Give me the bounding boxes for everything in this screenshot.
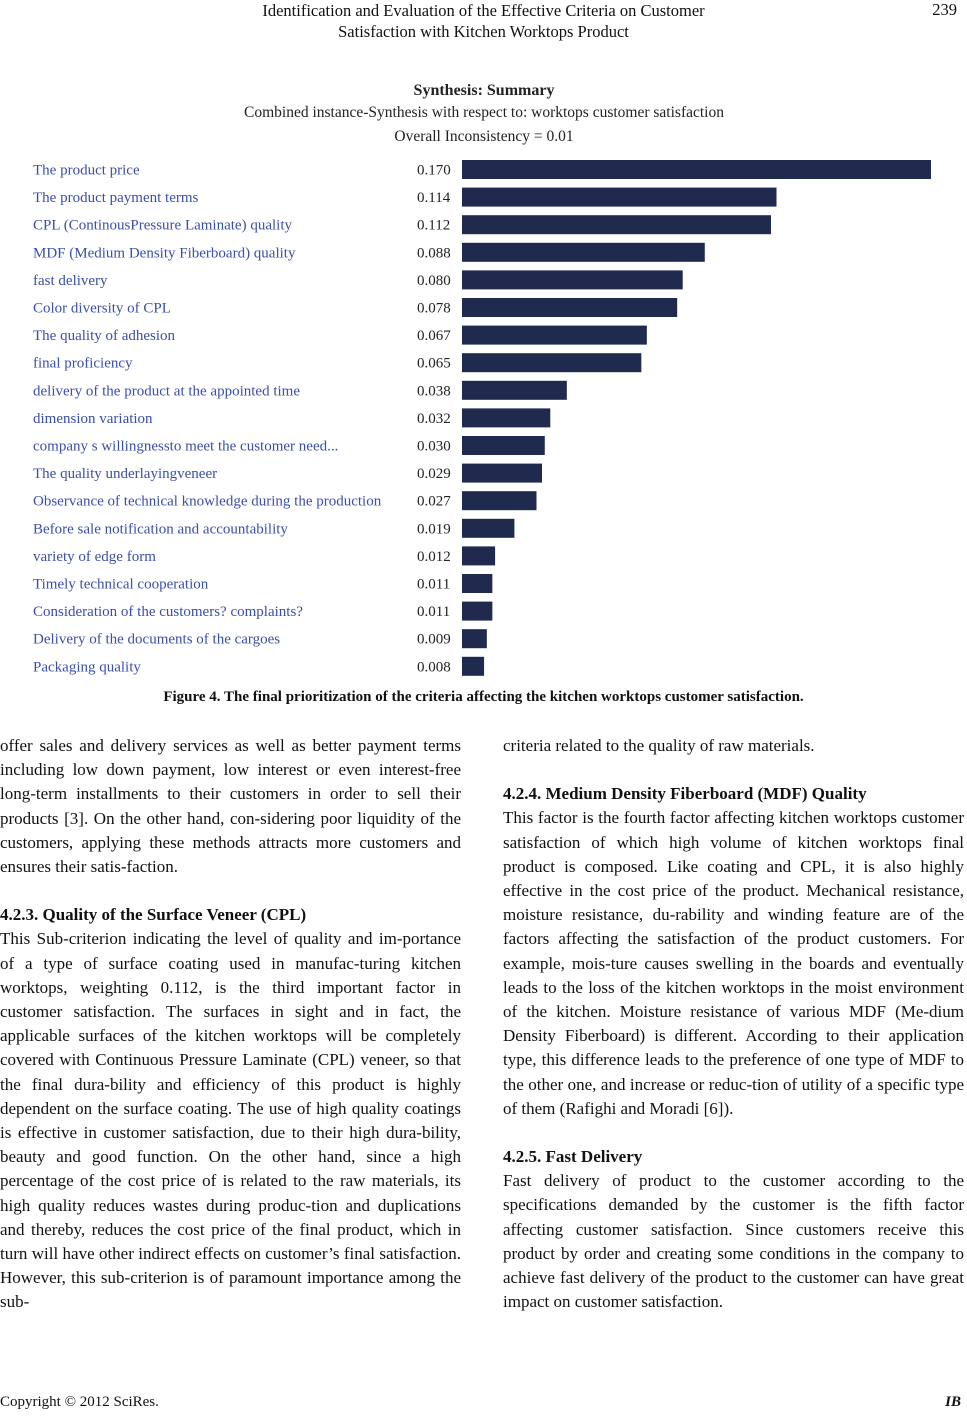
- category-label: The quality underlayingveneer: [33, 466, 218, 483]
- value-label: 0.067: [417, 328, 451, 345]
- bar: [462, 381, 567, 400]
- category-label: CPL (ContinousPressure Laminate) quality: [33, 217, 292, 234]
- category-label: The product price: [33, 162, 140, 179]
- paragraph: offer sales and delivery services as well as better payment terms including low down payment, low interest or even interest-free long-term installments to their customers in order to sell their products [3]. On the other hand, con-sidering poor liquidity of the customers, applying these methods attracts more customers and ensures their satis-faction.: [0, 736, 461, 877]
- section-heading-4-2-3: 4.2.3. Quality of the Surface Veneer (CPL): [0, 905, 307, 925]
- value-label: 0.114: [417, 190, 451, 207]
- bar: [462, 436, 545, 455]
- category-label: company s willingnessto meet the customer need...: [33, 438, 339, 455]
- running-title-line1: Identification and Evaluation of the Effective Criteria on Customer: [262, 1, 705, 20]
- category-label: Consideration of the customers? complaints?: [33, 604, 303, 621]
- figure-4: [28, 80, 940, 680]
- bar: [462, 408, 550, 427]
- bar: [462, 657, 484, 676]
- value-label: 0.170: [417, 162, 451, 179]
- running-title-line2: Satisfaction with Kitchen Worktops Product: [338, 22, 629, 41]
- value-label: 0.029: [417, 466, 451, 483]
- category-label: Timely technical cooperation: [33, 576, 209, 593]
- bar: [462, 215, 771, 234]
- copyright: Copyright © 2012 SciRes.: [0, 1394, 159, 1410]
- journal-abbrev: IB: [945, 1394, 961, 1410]
- value-label: 0.038: [417, 383, 451, 400]
- section-heading-4-2-5: 4.2.5. Fast Delivery: [503, 1147, 643, 1167]
- value-label: 0.112: [417, 217, 451, 234]
- value-label: 0.012: [417, 548, 451, 565]
- category-label: Packaging quality: [33, 659, 141, 676]
- left-column: [0, 734, 461, 1315]
- category-label: Color diversity of CPL: [33, 300, 171, 317]
- value-label: 0.009: [417, 631, 451, 648]
- running-title: [200, 0, 767, 42]
- bar: [462, 464, 542, 483]
- category-label: Observance of technical knowledge during the production: [33, 493, 382, 510]
- bar: [462, 519, 514, 538]
- category-label: fast delivery: [33, 272, 108, 289]
- value-label: 0.027: [417, 493, 451, 510]
- category-label: Before sale notification and accountability: [33, 521, 288, 538]
- value-label: 0.032: [417, 410, 451, 427]
- category-label: delivery of the product at the appointed time: [33, 383, 300, 400]
- value-label: 0.080: [417, 272, 451, 289]
- value-label: 0.011: [417, 604, 451, 621]
- value-label: 0.019: [417, 521, 451, 538]
- right-column: [503, 734, 964, 1314]
- bar: [462, 188, 777, 207]
- section-heading-4-2-4: 4.2.4. Medium Density Fiberboard (MDF) Quality: [503, 784, 867, 804]
- category-label: Delivery of the documents of the cargoes: [33, 631, 281, 648]
- value-label: 0.008: [417, 659, 451, 676]
- paragraph: This factor is the fourth factor affecting kitchen worktops customer satisfaction of which high volume of kitchen worktops final product is composed. Like coating and CPL, it is also highly effective in the cost price of the product. Mechanical resistance, moisture resistance, du-rability and winding feature are of the factors affecting the satisfaction of the product customers. For example, mois-ture causes swelling in the boards and eventually leads to the loss of the kitchen worktops in the moist environment of the kitchen. Moisture resistance of various MDF (Me-dium Density Fiberboard) is different. According to their application type, this difference leads to the preference of one type of MDF to the other one, and increase or reduc-tion of utility of a specific type of them (Rafighi and Moradi [6]).: [503, 808, 964, 1118]
- paragraph: This Sub-criterion indicating the level of quality and im-portance of a type of surface coating used in manufac-turing kitchen worktops, weighting 0.112, is the third important factor in customer satisfaction. The surfaces in sight and in fact, the applicable surfaces of the kitchen worktops will be completely covered with Continuous Pressure Laminate (CPL) veneer, so that the final dura-bility and efficiency of this product is highly dependent on the surface coating. The use of high quality coatings is effective in customer satisfaction, due to their high dura-bility, beauty and good function. On the other hand, since a high percentage of the cost price of is related to the raw materials, its high quality reduces wastes during produc-tion and duplications and thereby, reduces the cost price of the final product, which in turn will have other indirect effects on customer’s final satisfaction. However, this sub-criterion is of paramount importance among the sub-: [0, 929, 461, 1312]
- bar: [462, 602, 492, 621]
- bar: [462, 491, 536, 510]
- category-label: The product payment terms: [33, 190, 199, 207]
- category-label: The quality of adhesion: [33, 328, 176, 345]
- bar: [462, 353, 641, 372]
- bar-chart: [28, 158, 940, 678]
- page-footer: [0, 1394, 967, 1416]
- category-label: final proficiency: [33, 355, 133, 372]
- value-label: 0.078: [417, 300, 451, 317]
- chart-inconsistency: Overall Inconsistency = 0.01: [394, 128, 574, 145]
- paragraph: criteria related to the quality of raw materials.: [503, 736, 815, 755]
- bar: [462, 160, 931, 179]
- bar: [462, 326, 647, 345]
- value-label: 0.030: [417, 438, 451, 455]
- bar: [462, 270, 683, 289]
- bar: [462, 546, 495, 565]
- bar: [462, 574, 492, 593]
- paragraph: Fast delivery of product to the customer according to the specifications demanded by the customer is the fifth factor affecting customer satisfaction. Since customers receive this product by order and creating some conditions in the company to achieve fast delivery of the product to the customer can have great impact on customer satisfaction.: [503, 1171, 964, 1312]
- value-label: 0.065: [417, 355, 451, 372]
- value-label: 0.088: [417, 245, 451, 262]
- category-label: variety of edge form: [33, 548, 156, 565]
- bar: [462, 298, 677, 317]
- page-header: [0, 0, 967, 44]
- bar: [462, 629, 487, 648]
- chart-title: Synthesis: Summary: [413, 82, 555, 99]
- chart-subtitle: Combined instance-Synthesis with respect to: worktops customer satisfaction: [244, 104, 724, 121]
- bar: [462, 243, 705, 262]
- figure-caption: Figure 4. The final prioritization of the criteria affecting the kitchen worktops customer satisfaction.: [163, 689, 804, 705]
- page-number: 239: [932, 0, 957, 19]
- category-label: MDF (Medium Density Fiberboard) quality: [33, 245, 296, 262]
- value-label: 0.011: [417, 576, 451, 593]
- category-label: dimension variation: [33, 410, 153, 427]
